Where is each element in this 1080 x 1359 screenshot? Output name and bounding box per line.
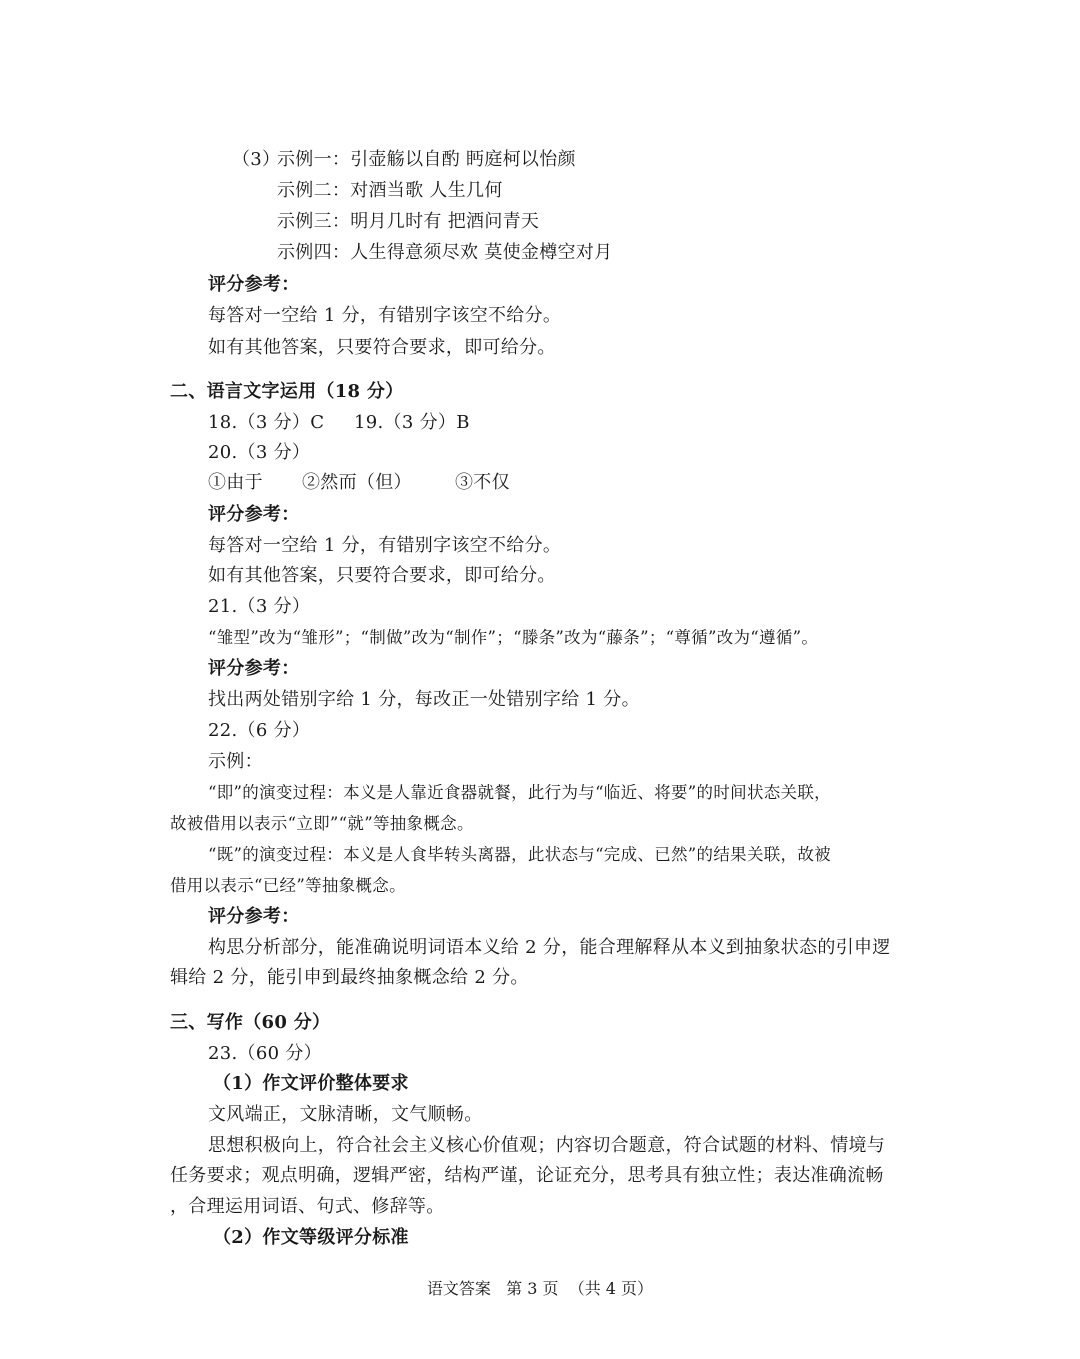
question-20: 20.（3 分） xyxy=(208,442,311,463)
requirement-line: ，合理运用词语、句式、修辞等。 xyxy=(170,1196,445,1217)
example-1: 示例一：引壶觞以自酌 眄庭柯以怡颜 xyxy=(277,149,576,170)
section-title: 三、写作（60 分） xyxy=(170,1012,331,1033)
requirement-line: 思想积极向上，符合社会主义核心价值观；内容切合题意，符合试题的材料、情境与 xyxy=(208,1135,886,1156)
example-2: 示例二：对酒当歌 人生几何 xyxy=(277,180,503,201)
item3-prefix: （3） xyxy=(232,149,281,170)
scoring-line: 如有其他答案，只要符合要求，即可给分。 xyxy=(208,565,556,586)
scoring-label: 评分参考： xyxy=(208,274,300,295)
scoring-line: 如有其他答案，只要符合要求，即可给分。 xyxy=(208,337,556,358)
q20-answer-1: ①由于 xyxy=(208,472,263,493)
q20-answer-3: ③不仅 xyxy=(455,472,510,493)
question-19: 19.（3 分）B xyxy=(354,412,470,433)
scoring-line: 每答对一空给 1 分，有错别字该空不给分。 xyxy=(208,535,562,556)
requirement-line: 文风端正，文脉清晰，文气顺畅。 xyxy=(208,1104,483,1125)
scoring-line: 辑给 2 分，能引申到最终抽象概念给 2 分。 xyxy=(170,967,529,988)
question-22: 22.（6 分） xyxy=(208,720,311,741)
q22-paragraph-line: 故被借用以表示“立即”“就”等抽象概念。 xyxy=(170,814,474,833)
scoring-label: 评分参考： xyxy=(208,906,300,927)
q21-answer: “雏型”改为“雏形”；“制做”改为“制作”；“滕条”改为“藤条”；“尊循”改为“遵循”。 xyxy=(208,628,819,647)
scoring-line: 找出两处错别字给 1 分，每改正一处错别字给 1 分。 xyxy=(208,689,640,710)
question-23: 23.（60 分） xyxy=(208,1043,322,1064)
requirement-line: 任务要求；观点明确，逻辑严密，结构严谨，论证充分，思考具有独立性；表达准确流畅 xyxy=(170,1165,884,1186)
q20-answer-2: ②然而（但） xyxy=(302,472,412,493)
question-18: 18.（3 分）C xyxy=(208,412,325,433)
scoring-label: 评分参考： xyxy=(208,658,300,679)
scoring-line: 每答对一空给 1 分，有错别字该空不给分。 xyxy=(208,305,562,326)
example-4: 示例四：人生得意须尽欢 莫使金樽空对月 xyxy=(277,242,613,263)
section-title: 二、语言文字运用（18 分） xyxy=(170,381,404,402)
scoring-line: 构思分析部分，能准确说明词语本义给 2 分，能合理解释从本义到抽象状态的引申逻 xyxy=(208,937,891,958)
example-3: 示例三：明月几时有 把酒问青天 xyxy=(277,211,540,232)
example-label: 示例： xyxy=(208,751,263,772)
q22-paragraph-line: “既”的演变过程：本义是人食毕转头离器，此状态与“完成、已然”的结果关联，故被 xyxy=(208,845,831,864)
page-footer: 语文答案 第 3 页 （共 4 页） xyxy=(426,1279,654,1298)
subsection-title: （1）作文评价整体要求 xyxy=(213,1073,409,1094)
scoring-label: 评分参考： xyxy=(208,504,300,525)
q22-paragraph-line: 借用以表示“已经”等抽象概念。 xyxy=(170,876,406,895)
question-21: 21.（3 分） xyxy=(208,596,311,617)
q22-paragraph-line: “即”的演变过程：本义是人靠近食器就餐，此行为与“临近、将要”的时间状态关联， xyxy=(208,783,831,802)
subsection-title: （2）作文等级评分标准 xyxy=(213,1227,409,1248)
